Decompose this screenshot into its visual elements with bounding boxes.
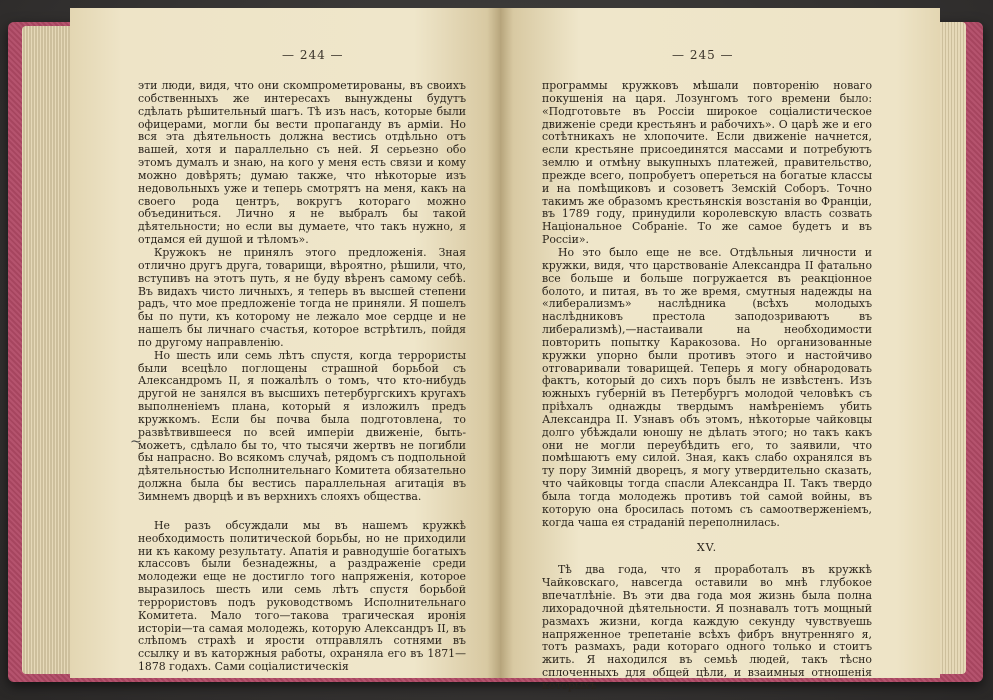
pencil-margin-mark: ~ [130, 434, 142, 450]
section-gap [138, 504, 466, 520]
page-number: — 244 — [282, 48, 344, 62]
left-page [70, 8, 500, 678]
paragraph: Но это было еще не все. Отдѣльныя личности и кружки, видя, что царствованіе Александра II фатально все больше и больше погружается въ реакціонное болото, и питая, въ то же время, смутныя надежды на «либерализмъ» наслѣдника (всѣхъ молодыхъ наслѣдниковъ престола заподозриваютъ въ либерализмѣ),—настаивали на необходимости повторить попытку Каракозова. Но организованные кружки упорно были противъ этого и настойчиво отговаривали товарищей. Теперь я могу обнародовать фактъ, который до сихъ поръ былъ не извѣстенъ. Изъ южныхъ губерній въ Петербургъ молодой человѣкъ съ пріѣхалъ однажды твердымъ намѣреніемъ убить Александра II. Узнавъ объ этомъ, нѣкоторые чайковцы долго убѣждали юношу не дѣлать этого; но такъ какъ они не могли переубѣдить его, то заявили, что помѣшаютъ ему силой. Зная, какъ слабо охранялся въ ту пору Зимній дворецъ, я могу утвердительно сказать, что чайковцы тогда спасли Александра II. Такъ твердо была тогда молодежь противъ той самой войны, въ которую она бросилась потомъ съ самоотверженіемъ, когда чаша ея страданій переполнилась. [542, 245, 872, 529]
paragraph: Кружокъ не принялъ этого предложенія. Зная отлично другъ друга, товарищи, вѣроятно, рѣшили, что, вступивъ на этотъ путь, я не буду вѣренъ самому себѣ. Въ видахъ чисто личныхъ, я теперь въ высшей степени радъ, что мое предложеніе тогда не приняли. Я пошелъ бы по пути, къ которому не лежало мое сердце и не нашелъ бы личнаго счастья, которое встрѣтилъ, пойдя по другому направленію. [138, 245, 466, 349]
paragraph: Не разъ обсуждали мы въ нашемъ кружкѣ необходимость политической борьбы, но не приходили ни къ какому результату. Апатія и равнодушіе богатыхъ классовъ были безнадежны, а раздраженіе среди молодежи еще не достигло того напряженія, которое выразилось шесть или семь лѣтъ спустя борьбой террористовъ подъ руководствомъ Исполнительнаго Комитета. Мало того—такова трагическая иронія исторіи—та самая молодежь, которую Александръ II, въ слѣпомъ страхѣ и ярости отправлялъ сотнями въ ссылку и въ каторжныя работы, охраняла его въ 1871—1878 годахъ. Сами соціалистическія [138, 518, 466, 674]
paragraph: Тѣ два года, что я проработалъ въ кружкѣ Чайковскаго, навсегда оставили во мнѣ глубокое впечатлѣніе. Въ эти два года моя жизнь была полна лихорадочной дѣятельности. Я познавалъ тотъ мощный размахъ жизни, когда каждую секунду чувствуешь напряженное трепетаніе всѣхъ фибръ внутренняго я, тотъ размахъ, ради котораго одного только и стоитъ жить. Я находился въ семьѣ людей, такъ тѣсно сплоченныхъ для общей цѣли, и взаимныя отношенія которыхъ [542, 563, 872, 692]
page-number: — 245 — [672, 48, 734, 62]
right-page [500, 8, 940, 692]
left-page-text [138, 80, 466, 674]
paragraph: Но шесть или семь лѣтъ спустя, когда террористы были всецѣло поглощены страшной борьбой съ Александромъ II, я пожалѣлъ о томъ, что кто-нибудь другой не занялся въ высшихъ петербургскихъ кругахъ выполненіемъ плана, который я изложилъ предъ кружкомъ. Если бы почва была подготовлена, то развѣтвившееся по всей имперіи движеніе, быть-можетъ, сдѣлало бы то, что тысячи жертвъ не погибли бы напрасно. Во всякомъ случаѣ, рядомъ съ подпольной дѣятельностью Исполнительнаго Комитета обязательно должна была бы вестись параллельная агитація въ Зимнемъ дворцѣ и въ верхнихъ слояхъ общества. [138, 348, 466, 503]
paragraph: программы кружковъ мѣшали повторенію новаго покушенія на царя. Лозунгомъ того времени было: «Подготовьте въ Россіи широкое соціалистическое движеніе среди крестьянъ и рабочихъ». О царѣ же и его сотѣтникахъ не хлопочите. Если движеніе начнется, если крестьяне присоединятся массами и потребуютъ землю и отмѣну выкупныхъ платежей, правительство, прежде всего, попробуетъ опереться на богатые классы и на помѣщиковъ и созоветъ Земскій Соборъ. Точно такимъ же образомъ крестьянскія возстанія во Франціи, въ 1789 году, принудили королевскую власть созвать Національное Собраніе. То же самое будетъ и въ Россіи». [542, 79, 872, 247]
chapter-heading: XV. [696, 540, 718, 554]
paragraph: эти люди, видя, что они скомпрометированы, въ своихъ собственныхъ же интересахъ вынуждены будутъ сдѣлать рѣшительный шагъ. Тѣ изъ насъ, которые были офицерами, могли бы вести пропаганду въ арміи. Но вся эта дѣятельность должна вестись отдѣльно отъ вашей, хотя и параллельно съ ней. Я серьезно обо этомъ думалъ и знаю, на кого у меня есть связи и кому можно довѣрять; думаю также, что нѣкоторые изъ недовольныхъ уже и теперь смотрятъ на меня, какъ на своего рода центръ, вокругъ котораго можно объединиться. Лично я не выбралъ бы такой дѣятельности; но если вы думаете, что такъ нужно, я отдамся ей душой и тѣломъ». [138, 79, 466, 247]
right-page-text [542, 80, 872, 693]
